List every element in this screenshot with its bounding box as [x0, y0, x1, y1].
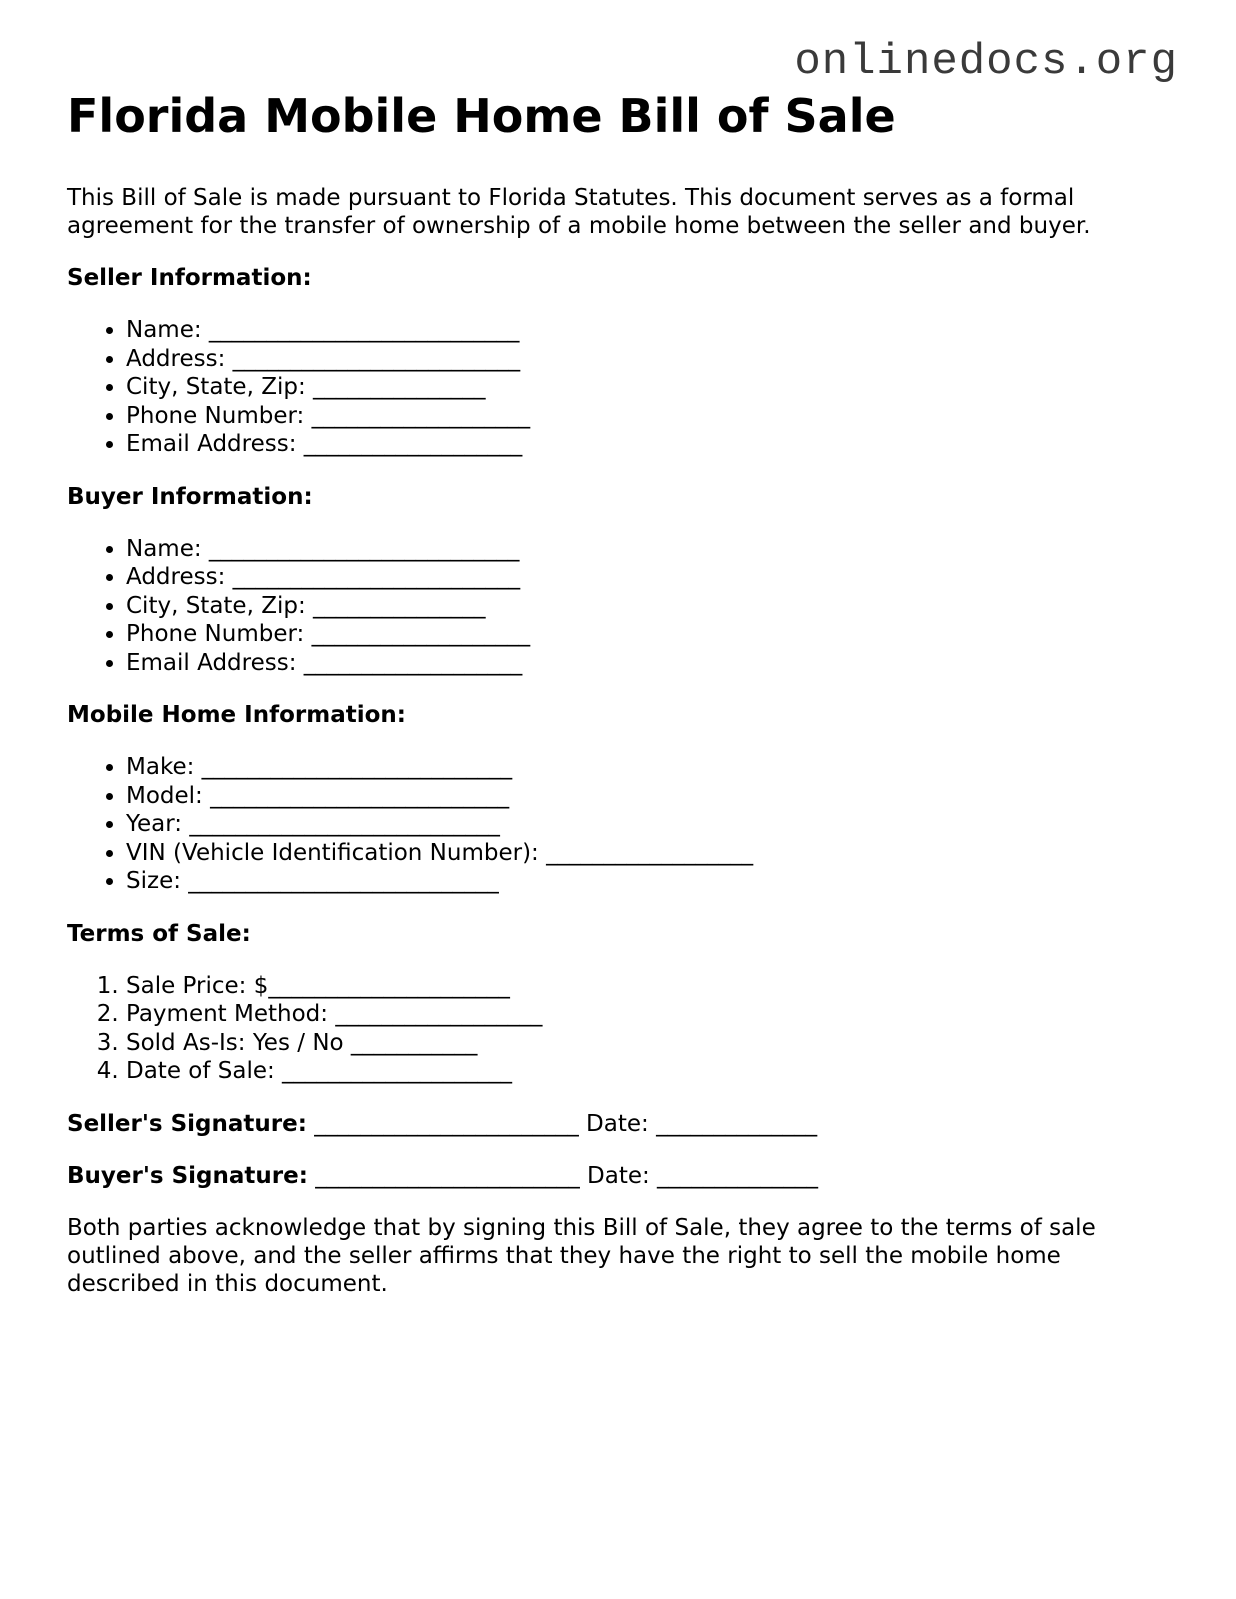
mobile-home-heading: Mobile Home Information:: [67, 702, 406, 728]
seller-address-field: • Address: _________________________: [126, 345, 1177, 374]
vin-field: • VIN (Vehicle Identification Number): __________________: [126, 839, 1177, 868]
seller-phone-field: • Phone Number: ___________________: [126, 402, 1177, 431]
buyer-name-field: • Name: ___________________________: [126, 535, 1177, 564]
document-title: Florida Mobile Home Bill of Sale: [67, 89, 896, 143]
seller-heading: Seller Information:: [67, 265, 312, 291]
buyer-list: [67, 535, 1177, 678]
year-field: • Year: ___________________________: [126, 810, 1177, 839]
terms-heading: Terms of Sale:: [67, 920, 251, 947]
buyer-signature-blank: _______________________ Date: ______________: [307, 1162, 819, 1189]
closing-paragraph: Both parties acknowledge that by signing this Bill of Sale, they agree to the terms of sale outlined above, and the seller affirms that they have the right to sell the mobile home described in this document.: [67, 1214, 1096, 1297]
date-of-sale-field: 4. Date of Sale: ____________________: [126, 1057, 1177, 1086]
seller-signature-label: Seller's Signature:: [67, 1110, 307, 1137]
terms-list: [67, 972, 1177, 1086]
seller-signature-blank: _______________________ Date: ______________: [306, 1110, 818, 1137]
sold-as-is-field: 3. Sold As-Is: Yes / No ___________: [126, 1029, 1177, 1058]
seller-signature-line: [67, 1110, 1177, 1138]
size-field: • Size: ___________________________: [126, 867, 1177, 896]
buyer-heading: Buyer Information:: [67, 483, 313, 510]
seller-list: [67, 316, 1177, 459]
model-field: • Model: __________________________: [126, 782, 1177, 811]
mobile-home-list: [67, 753, 1177, 896]
buyer-signature-line: [67, 1162, 1177, 1190]
intro-paragraph: This Bill of Sale is made pursuant to Florida Statutes. This document serves as a formal agreement for the transfer of ownership of a mobile home between the seller and buyer.: [67, 185, 1091, 239]
seller-email-field: • Email Address: ___________________: [126, 430, 1177, 459]
sale-price-field: 1. Sale Price: $_____________________: [126, 972, 1177, 1001]
watermark: onlinedocs.org: [794, 37, 1178, 87]
buyer-email-field: • Email Address: ___________________: [126, 649, 1177, 678]
document-page: [67, 88, 1177, 1298]
payment-method-field: 2. Payment Method: __________________: [126, 1000, 1177, 1029]
seller-city-state-zip-field: • City, State, Zip: _______________: [126, 373, 1177, 402]
buyer-signature-label: Buyer's Signature:: [67, 1162, 308, 1189]
buyer-address-field: • Address: _________________________: [126, 563, 1177, 592]
buyer-phone-field: • Phone Number: ___________________: [126, 620, 1177, 649]
buyer-city-state-zip-field: • City, State, Zip: _______________: [126, 592, 1177, 621]
seller-name-field: • Name: ___________________________: [126, 316, 1177, 345]
make-field: • Make: ___________________________: [126, 753, 1177, 782]
